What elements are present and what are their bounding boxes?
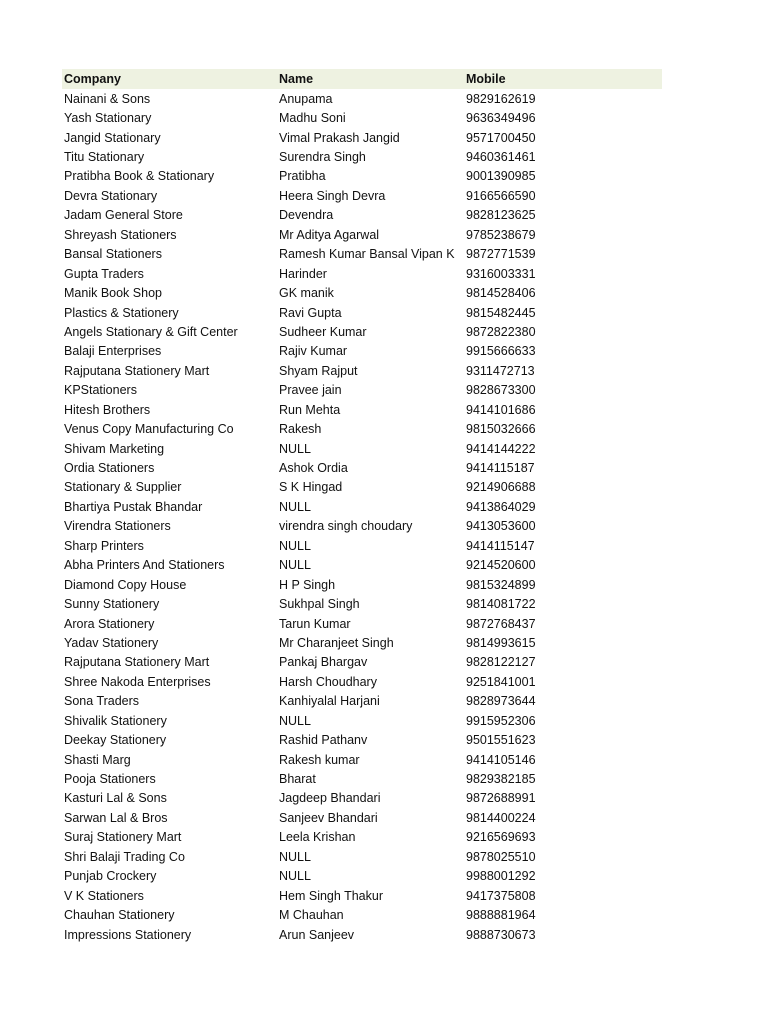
cell-name: Devendra: [279, 208, 334, 223]
cell-company: Sarwan Lal & Bros: [64, 810, 168, 825]
cell-name: Bharat: [279, 772, 316, 787]
cell-mobile: 9828122127: [466, 655, 536, 670]
cell-mobile: 9828673300: [466, 383, 536, 398]
cell-name: NULL: [279, 538, 311, 553]
cell-name: Shyam Rajput: [279, 363, 358, 378]
cell-company: Rajputana Stationery Mart: [64, 655, 210, 670]
cell-mobile: 9414115187: [466, 461, 535, 476]
cell-company: KPStationers: [64, 383, 137, 398]
cell-company: Shreyash Stationers: [64, 227, 177, 242]
cell-name: M Chauhan: [279, 908, 344, 923]
table-row: [62, 206, 662, 225]
cell-name: NULL: [279, 713, 311, 728]
cell-company: Arora Stationery: [64, 616, 155, 631]
cell-name: virendra singh choudary: [279, 519, 413, 534]
cell-company: Sharp Printers: [64, 538, 144, 553]
table-row: [62, 342, 662, 361]
cell-company: Chauhan Stationery: [64, 908, 175, 923]
table-row: [62, 400, 662, 419]
cell-name: Rakesh: [279, 422, 322, 437]
cell-mobile: 9316003331: [466, 266, 536, 281]
table-row: [62, 147, 662, 166]
table-row: [62, 478, 662, 497]
table-row: [62, 89, 662, 108]
cell-name: Rashid Pathanv: [279, 733, 368, 748]
cell-company: Impressions Stationery: [64, 927, 192, 942]
cell-company: Stationary & Supplier: [64, 480, 182, 495]
table-row: [62, 283, 662, 302]
cell-mobile: 9414115147: [466, 538, 535, 553]
cell-name: NULL: [279, 849, 311, 864]
table-row: [62, 925, 662, 944]
cell-mobile: 9785238679: [466, 227, 536, 242]
cell-mobile: 9216569693: [466, 830, 536, 845]
cell-name: Sudheer Kumar: [279, 324, 367, 339]
cell-name: Anupama: [279, 91, 333, 106]
cell-company: Jadam General Store: [64, 208, 183, 223]
cell-company: Punjab Crockery: [64, 869, 157, 884]
cell-company: Devra Stationary: [64, 188, 158, 203]
cell-name: Harsh Choudhary: [279, 674, 377, 689]
cell-company: Shri Balaji Trading Co: [64, 849, 185, 864]
cell-name: Mr Aditya Agarwal: [279, 227, 380, 242]
cell-mobile: 9872688991: [466, 791, 536, 806]
table-row: [62, 730, 662, 749]
cell-company: Pooja Stationers: [64, 772, 156, 787]
table-row: [62, 789, 662, 808]
cell-name: Madhu Soni: [279, 111, 346, 126]
cell-name: Kanhiyalal Harjani: [279, 694, 380, 709]
cell-company: Hitesh Brothers: [64, 402, 151, 417]
cell-company: Suraj Stationery Mart: [64, 830, 182, 845]
contact-table: [62, 69, 662, 944]
cell-name: Ramesh Kumar Bansal Vipan K: [279, 247, 455, 262]
cell-name: Pankaj Bhargav: [279, 655, 368, 670]
table-header-row: [62, 69, 662, 89]
cell-mobile: 9829382185: [466, 772, 536, 787]
cell-mobile: 9460361461: [466, 150, 536, 165]
cell-company: Titu Stationary: [64, 150, 145, 165]
table-row: [62, 905, 662, 924]
table-row: [62, 769, 662, 788]
cell-name: Heera Singh Devra: [279, 188, 386, 203]
header-mobile: Mobile: [466, 72, 506, 86]
cell-mobile: 9814400224: [466, 810, 536, 825]
cell-company: Shasti Marg: [64, 752, 131, 767]
cell-mobile: 9815032666: [466, 422, 536, 437]
cell-mobile: 9814993615: [466, 635, 536, 650]
cell-name: NULL: [279, 869, 311, 884]
cell-company: Shree Nakoda Enterprises: [64, 674, 211, 689]
cell-company: V K Stationers: [64, 888, 144, 903]
table-row: [62, 808, 662, 827]
cell-name: S K Hingad: [279, 480, 343, 495]
cell-company: Ordia Stationers: [64, 461, 155, 476]
table-row: [62, 886, 662, 905]
table-row: [62, 439, 662, 458]
cell-mobile: 9214906688: [466, 480, 536, 495]
cell-mobile: 9888881964: [466, 908, 536, 923]
cell-mobile: 9571700450: [466, 130, 536, 145]
table-row: [62, 458, 662, 477]
header-name: Name: [279, 72, 314, 86]
cell-company: Bhartiya Pustak Bhandar: [64, 499, 203, 514]
cell-name: H P Singh: [279, 577, 336, 592]
cell-mobile: 9828123625: [466, 208, 536, 223]
cell-name: Surendra Singh: [279, 150, 366, 165]
cell-company: Nainani & Sons: [64, 91, 151, 106]
table-row: [62, 750, 662, 769]
table-row: [62, 847, 662, 866]
cell-company: Pratibha Book & Stationary: [64, 169, 215, 184]
cell-mobile: 9311472713: [466, 363, 535, 378]
cell-name: Sanjeev Bhandari: [279, 810, 378, 825]
cell-company: Rajputana Stationery Mart: [64, 363, 210, 378]
cell-company: Jangid Stationary: [64, 130, 161, 145]
cell-mobile: 9636349496: [466, 111, 536, 126]
cell-company: Gupta Traders: [64, 266, 144, 281]
table-row: [62, 128, 662, 147]
table-row: [62, 594, 662, 613]
table-row: [62, 575, 662, 594]
cell-company: Shivalik Stationery: [64, 713, 167, 728]
table-body: [62, 89, 662, 944]
cell-company: Abha Printers And Stationers: [64, 558, 225, 573]
cell-mobile: 9001390985: [466, 169, 536, 184]
cell-mobile: 9915666633: [466, 344, 536, 359]
cell-mobile: 9815482445: [466, 305, 536, 320]
cell-company: Venus Copy Manufacturing Co: [64, 422, 234, 437]
cell-name: Sukhpal Singh: [279, 597, 360, 612]
cell-mobile: 9828973644: [466, 694, 536, 709]
cell-name: Rakesh kumar: [279, 752, 360, 767]
cell-name: Tarun Kumar: [279, 616, 351, 631]
table-row: [62, 497, 662, 516]
cell-mobile: 9888730673: [466, 927, 536, 942]
table-row: [62, 536, 662, 555]
table-row: [62, 361, 662, 380]
cell-mobile: 9988001292: [466, 869, 536, 884]
cell-mobile: 9214520600: [466, 558, 536, 573]
table-row: [62, 614, 662, 633]
cell-mobile: 9814528406: [466, 286, 536, 301]
cell-company: Shivam Marketing: [64, 441, 165, 456]
table-row: [62, 225, 662, 244]
cell-company: Yash Stationary: [64, 111, 152, 126]
cell-mobile: 9501551623: [466, 733, 536, 748]
cell-company: Angels Stationary & Gift Center: [64, 324, 238, 339]
table-row: [62, 419, 662, 438]
table-row: [62, 303, 662, 322]
cell-company: Yadav Stationery: [64, 635, 159, 650]
table-row: [62, 692, 662, 711]
header-company: Company: [64, 72, 121, 86]
cell-mobile: 9814081722: [466, 597, 536, 612]
table-row: [62, 186, 662, 205]
cell-company: Balaji Enterprises: [64, 344, 162, 359]
table-row: [62, 322, 662, 341]
cell-mobile: 9815324899: [466, 577, 536, 592]
cell-name: NULL: [279, 499, 311, 514]
cell-company: Kasturi Lal & Sons: [64, 791, 167, 806]
cell-name: Run Mehta: [279, 402, 341, 417]
cell-company: Virendra Stationers: [64, 519, 171, 534]
table-row: [62, 828, 662, 847]
table-row: [62, 672, 662, 691]
cell-company: Manik Book Shop: [64, 286, 162, 301]
cell-mobile: 9413864029: [466, 499, 536, 514]
cell-name: Leela Krishan: [279, 830, 356, 845]
cell-mobile: 9878025510: [466, 849, 536, 864]
cell-name: Pratibha: [279, 169, 326, 184]
cell-name: Arun Sanjeev: [279, 927, 355, 942]
cell-mobile: 9417375808: [466, 888, 536, 903]
cell-name: NULL: [279, 558, 311, 573]
cell-company: Diamond Copy House: [64, 577, 187, 592]
cell-mobile: 9829162619: [466, 91, 536, 106]
cell-name: Vimal Prakash Jangid: [279, 130, 400, 145]
cell-mobile: 9414101686: [466, 402, 536, 417]
table-row: [62, 167, 662, 186]
cell-company: Sona Traders: [64, 694, 140, 709]
table-row: [62, 556, 662, 575]
cell-mobile: 9872822380: [466, 324, 536, 339]
cell-name: Ashok Ordia: [279, 461, 348, 476]
cell-name: Pravee jain: [279, 383, 342, 398]
cell-company: Sunny Stationery: [64, 597, 160, 612]
cell-name: Mr Charanjeet Singh: [279, 635, 394, 650]
table-row: [62, 517, 662, 536]
cell-name: Harinder: [279, 266, 327, 281]
table-row: [62, 108, 662, 127]
table-row: [62, 711, 662, 730]
table-row: [62, 264, 662, 283]
table-row: [62, 867, 662, 886]
cell-mobile: 9414144222: [466, 441, 536, 456]
cell-name: Ravi Gupta: [279, 305, 342, 320]
table-row: [62, 633, 662, 652]
table-row: [62, 245, 662, 264]
cell-mobile: 9872768437: [466, 616, 536, 631]
cell-name: GK manik: [279, 286, 334, 301]
cell-mobile: 9413053600: [466, 519, 536, 534]
cell-mobile: 9915952306: [466, 713, 536, 728]
table-row: [62, 381, 662, 400]
cell-company: Deekay Stationery: [64, 733, 167, 748]
cell-name: NULL: [279, 441, 311, 456]
table-row: [62, 653, 662, 672]
cell-mobile: 9414105146: [466, 752, 536, 767]
cell-mobile: 9872771539: [466, 247, 536, 262]
cell-company: Plastics & Stationery: [64, 305, 179, 320]
cell-mobile: 9251841001: [466, 674, 536, 689]
cell-name: Hem Singh Thakur: [279, 888, 383, 903]
cell-mobile: 9166566590: [466, 188, 536, 203]
cell-name: Rajiv Kumar: [279, 344, 348, 359]
cell-company: Bansal Stationers: [64, 247, 162, 262]
cell-name: Jagdeep Bhandari: [279, 791, 381, 806]
